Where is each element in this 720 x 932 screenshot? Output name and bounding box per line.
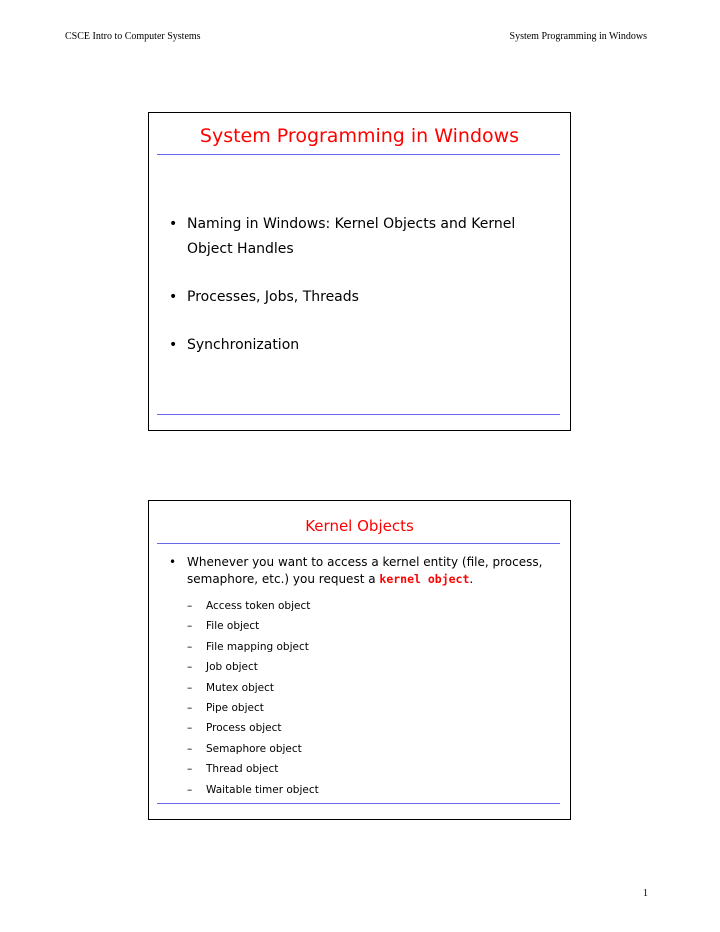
page-number: 1 (643, 888, 648, 899)
object-type-item: – Semaphore object (187, 739, 319, 759)
bullet-list (167, 554, 556, 588)
object-type-item: – File object (187, 616, 319, 636)
header-course-title: CSCE Intro to Computer Systems (65, 31, 201, 42)
bullet-icon: • (169, 337, 178, 353)
slide-title: System Programming in Windows (199, 125, 520, 147)
header-document-title: System Programming in Windows (509, 31, 647, 42)
object-type-list (187, 596, 319, 800)
bullet-item: • Processes, Jobs, Threads (167, 285, 556, 310)
bullet-item: • Whenever you want to access a kernel entity (file, process, semaphore, etc.) you request a kernel object. (169, 555, 543, 586)
slide-system-programming (148, 112, 571, 431)
object-type-item: – Pipe object (187, 698, 319, 718)
dash-icon: – (187, 722, 193, 735)
dash-icon: – (187, 763, 193, 776)
slide-kernel-objects (148, 500, 571, 820)
bullet-list (167, 212, 556, 381)
object-type-item: – Access token object (187, 596, 319, 616)
dash-icon: – (187, 620, 193, 633)
footer-rule (157, 803, 560, 804)
bullet-icon: • (169, 555, 177, 569)
dash-icon: – (187, 600, 193, 612)
slide-title: Kernel Objects (305, 517, 414, 535)
title-underline (157, 154, 560, 155)
footer-rule (157, 414, 560, 415)
dash-icon: – (187, 661, 193, 674)
object-type-item: – Process object (187, 718, 319, 738)
bullet-icon: • (169, 216, 178, 232)
dash-icon: – (187, 783, 193, 796)
title-underline (157, 543, 560, 544)
bullet-text: Whenever you want to access a kernel entity (file, process, semaphore, etc.) you request a (187, 555, 543, 586)
bullet-item: • Naming in Windows: Kernel Objects and Kernel Object Handles (167, 212, 556, 262)
object-type-item: – Mutex object (187, 678, 319, 698)
kernel-object-keyword: kernel object (379, 572, 470, 586)
object-type-item: – Thread object (187, 759, 319, 779)
dash-icon: – (187, 681, 193, 694)
dash-icon: – (187, 640, 193, 653)
dash-icon: – (187, 701, 193, 714)
bullet-item: • Synchronization (167, 333, 556, 358)
object-type-item: – Job object (187, 657, 319, 677)
object-type-item: – File mapping object (187, 637, 319, 657)
bullet-icon: • (169, 289, 178, 305)
dash-icon: – (187, 742, 193, 755)
object-type-item: – Waitable timer object (187, 780, 319, 800)
